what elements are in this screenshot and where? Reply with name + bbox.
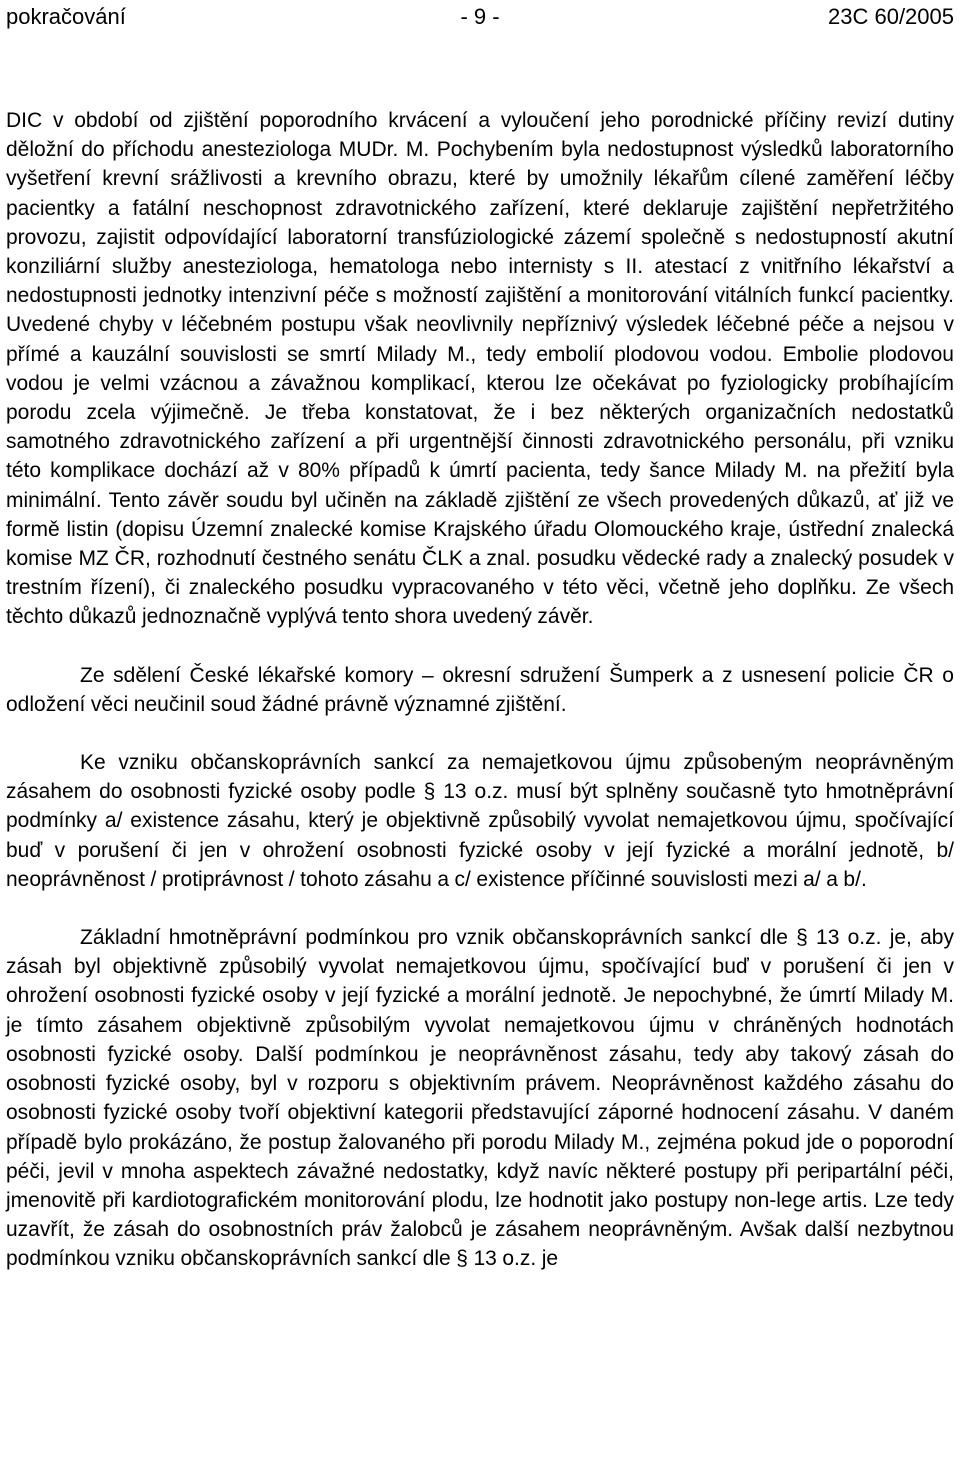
header-continuation-label: pokračování <box>6 4 126 29</box>
case-number: 23C 60/2005 <box>828 4 954 29</box>
paragraph-1: DIC v období od zjištění poporodního krvácení a vyloučení jeho porodnické příčiny revizí dutiny děložní do příchodu anesteziologa MUDr. M. Pochybením byla nedostupnost výsledků laboratorního vyšetření krevní srážlivosti a krevního obrazu, které by umožnily lékařům cílené zaměření léčby pacientky a fatální neschopnost zdravotnického zařízení, které deklaruje zajištění nepřetržitého provozu, zajistit odpovídající laboratorní transfúziologické zázemí společně s nedostupností akutní konziliární služby anesteziologa, hematologa nebo internisty s II. atestací z vnitřního lékařství a nedostupnosti jednotky intenzivní péče s možností zajištění a monitorování vitálních funkcí pacientky. Uvedené chyby v léčebném postupu však neovlivnily nepříznivý výsledek léčebné péče a nejsou v přímé a kauzální souvislosti se smrtí Milady M., tedy embolií plodovou vodou. Embolie plodovou vodou je velmi vzácnou a závažnou komplikací, kterou lze očekávat po fyziologicky probíhajícím porodu zcela výjimečně. Je třeba konstatovat, že i bez některých organizačních nedostatků samotného zdravotnického zařízení a při urgentnější činnosti zdravotnického personálu, při vzniku této komplikace dochází až v 80% případů k úmrtí pacienta, tedy šance Milady M. na přežití byla minimální. Tento závěr soudu byl učiněn na základě zjištění ze všech provedených důkazů, ať již ve formě listin (dopisu Územní znalecké komise Krajského úřadu Olomouckého kraje, ústřední znalecká komise MZ ČR, rozhodnutí čestného senátu ČLK a znal. posudku vědecké rady a znalecký posudek v trestním řízení), či znaleckého posudku vypracovaného v této věci, včetně jeho doplňku. Ze všech těchto důkazů jednoznačně vyplývá tento shora uvedený závěr. <box>6 109 954 629</box>
paragraph-2: Ze sdělení České lékařské komory – okresní sdružení Šumperk a z usnesení policie ČR o odložení věci neučinil soud žádné právně významné zjištění. <box>6 663 954 716</box>
page-number: - 9 - <box>460 4 500 29</box>
paragraph-3: Ke vzniku občanskoprávních sankcí za nemajetkovou újmu způsobeným neoprávněným zásahem do osobnosti fyzické osoby podle § 13 o.z. musí být splněny současně tyto hmotněprávní podmínky a/ existence zásahu, který je objektivně způsobilý vyvolat nemajetkovou újmu, spočívající buď v porušení či jen v ohrožení osobnosti fyzické osoby v její fyzické a morální jednotě, b/ neoprávněnost / protiprávnost / tohoto zásahu a c/ existence příčinné souvislosti mezi a/ a b/. <box>6 751 954 891</box>
page-header <box>6 0 954 34</box>
document-page <box>6 0 954 1274</box>
paragraph-4: Základní hmotněprávní podmínkou pro vznik občanskoprávních sankcí dle § 13 o.z. je, aby zásah byl objektivně způsobilý vyvolat nemajetkovou újmu, spočívající buď v porušení či jen v ohrožení osobnosti fyzické osoby v její fyzické a morální jednotě. Je nepochybné, že úmrtí Milady M. je tímto zásahem objektivně způsobilým vyvolat nemajetkovou újmu v chráněných hodnotách osobnosti fyzické osoby. Další podmínkou je neoprávněnost zásahu, tedy aby takový zásah do osobnosti fyzické osoby, byl v rozporu s objektivním právem. Neoprávněnost každého zásahu do osobnosti fyzické osoby tvoří objektivní kategorii představující záporné hodnocení zásahu. V daném případě bylo prokázáno, že postup žalovaného při porodu Milady M., zejména pokud jde o poporodní péči, jevil v mnoha aspektech závažné nedostatky, když navíc některé postupy při peripartální péči, jmenovitě při kardiotografickém monitorování plodu, lze hodnotit jako postupy non-lege artis. Lze tedy uzavřít, že zásah do osobnostních práv žalobců je zásahem neoprávněným. Avšak další nezbytnou podmínkou vzniku občanskoprávních sankcí dle § 13 o.z. je <box>6 926 954 1271</box>
